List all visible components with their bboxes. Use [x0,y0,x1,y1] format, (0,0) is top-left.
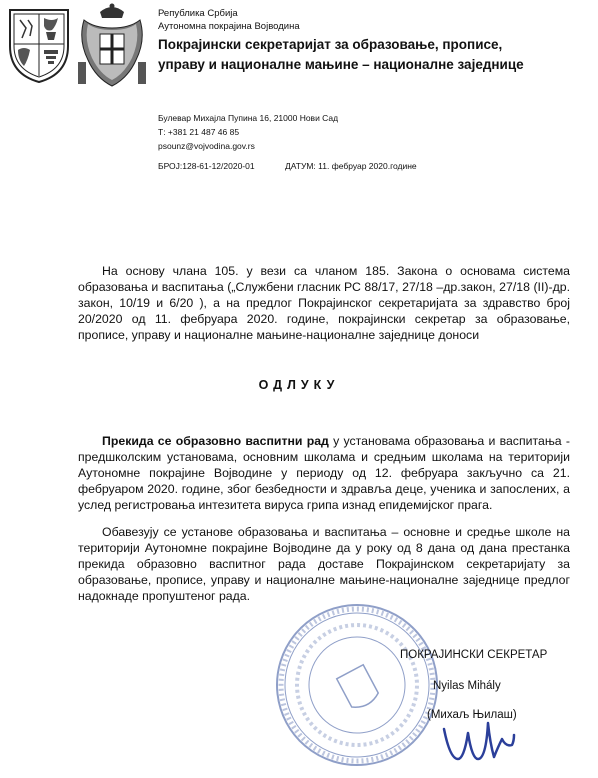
handwritten-signature [440,715,520,773]
preamble-text: На основу члана 105. у вези са чланом 185. Закона о основама система образовања и васпитања („Службени гласник РС 88/17, 27/18 –др.закон, 27/18 (II)-др. закон, 10/19 и 6/20 ), а на предлог Покрајинског секретаријата за здравство број 20/2020 од 11. фебруара 2020. године, покрајински секретар за образовање, прописе, управу и националне мањине-националне заједнице доноси [78,264,570,342]
coat-of-arms-vojvodina [6,6,72,84]
reference-date: ДАТУМ: 11. фебруар 2020.године [285,161,417,171]
office-address: Булевар Михајла Пупина 16, 21000 Нови Сад [158,113,339,123]
coat-of-arms-serbia [78,2,146,88]
office-phone: Т: +381 21 487 46 85 [158,127,240,137]
decision-paragraph-1-text: у установама образовања и васпитања - предшколским установама, основним школама и средњим школама на територији Аутономне покрајине Војводине у периоду од 12. фебруара закључно са 21. фебруаром 2020. године, због безбедности и здравља деце, ученика и запослених, а услед регистровања интезитета вируса грипа изнад епидемијског прага. [78,434,570,512]
reference-number: БРОЈ:128-61-12/2020-01 [158,161,255,171]
office-email: psounz@vojvodina.gov.rs [158,141,255,151]
decision-paragraph-1 [78,433,570,513]
office-name-line-2: управу и националне мањине – националне заједнице [158,57,524,72]
signatory-title: ПОКРАЈИНСКИ СЕКРЕТАР [400,649,548,661]
decision-bold-text: Прекида се образовно васпитни рад [102,434,329,448]
official-stamp [272,600,442,770]
decision-paragraph-2-text: Обавезују се установе образовања и васпитања – основне и средње школе на територији Аутономне покрајине Војводине да у року од 8 дана од дана престанка прекида образовно васпитног рада доставе Покрајинском секретаријату за образовање, прописе, управу и националне мањине-националне заједнице предлог надокнаде пропуштеног рада. [78,525,570,603]
decision-paragraph-2 [78,524,570,604]
signatory-name-latin: Nyilas Mihály [433,680,501,692]
preamble-paragraph [78,263,570,343]
decision-title: ОДЛУКУ [258,378,340,392]
signatory-name-cyrillic: (Михаљ Њилаш) [427,709,517,721]
province-name: Аутономна покрајина Војводина [158,21,300,32]
office-name-line-1: Покрајински секретаријат за образовање, прописе, [158,37,503,52]
republic-name: Република Србија [158,8,238,19]
